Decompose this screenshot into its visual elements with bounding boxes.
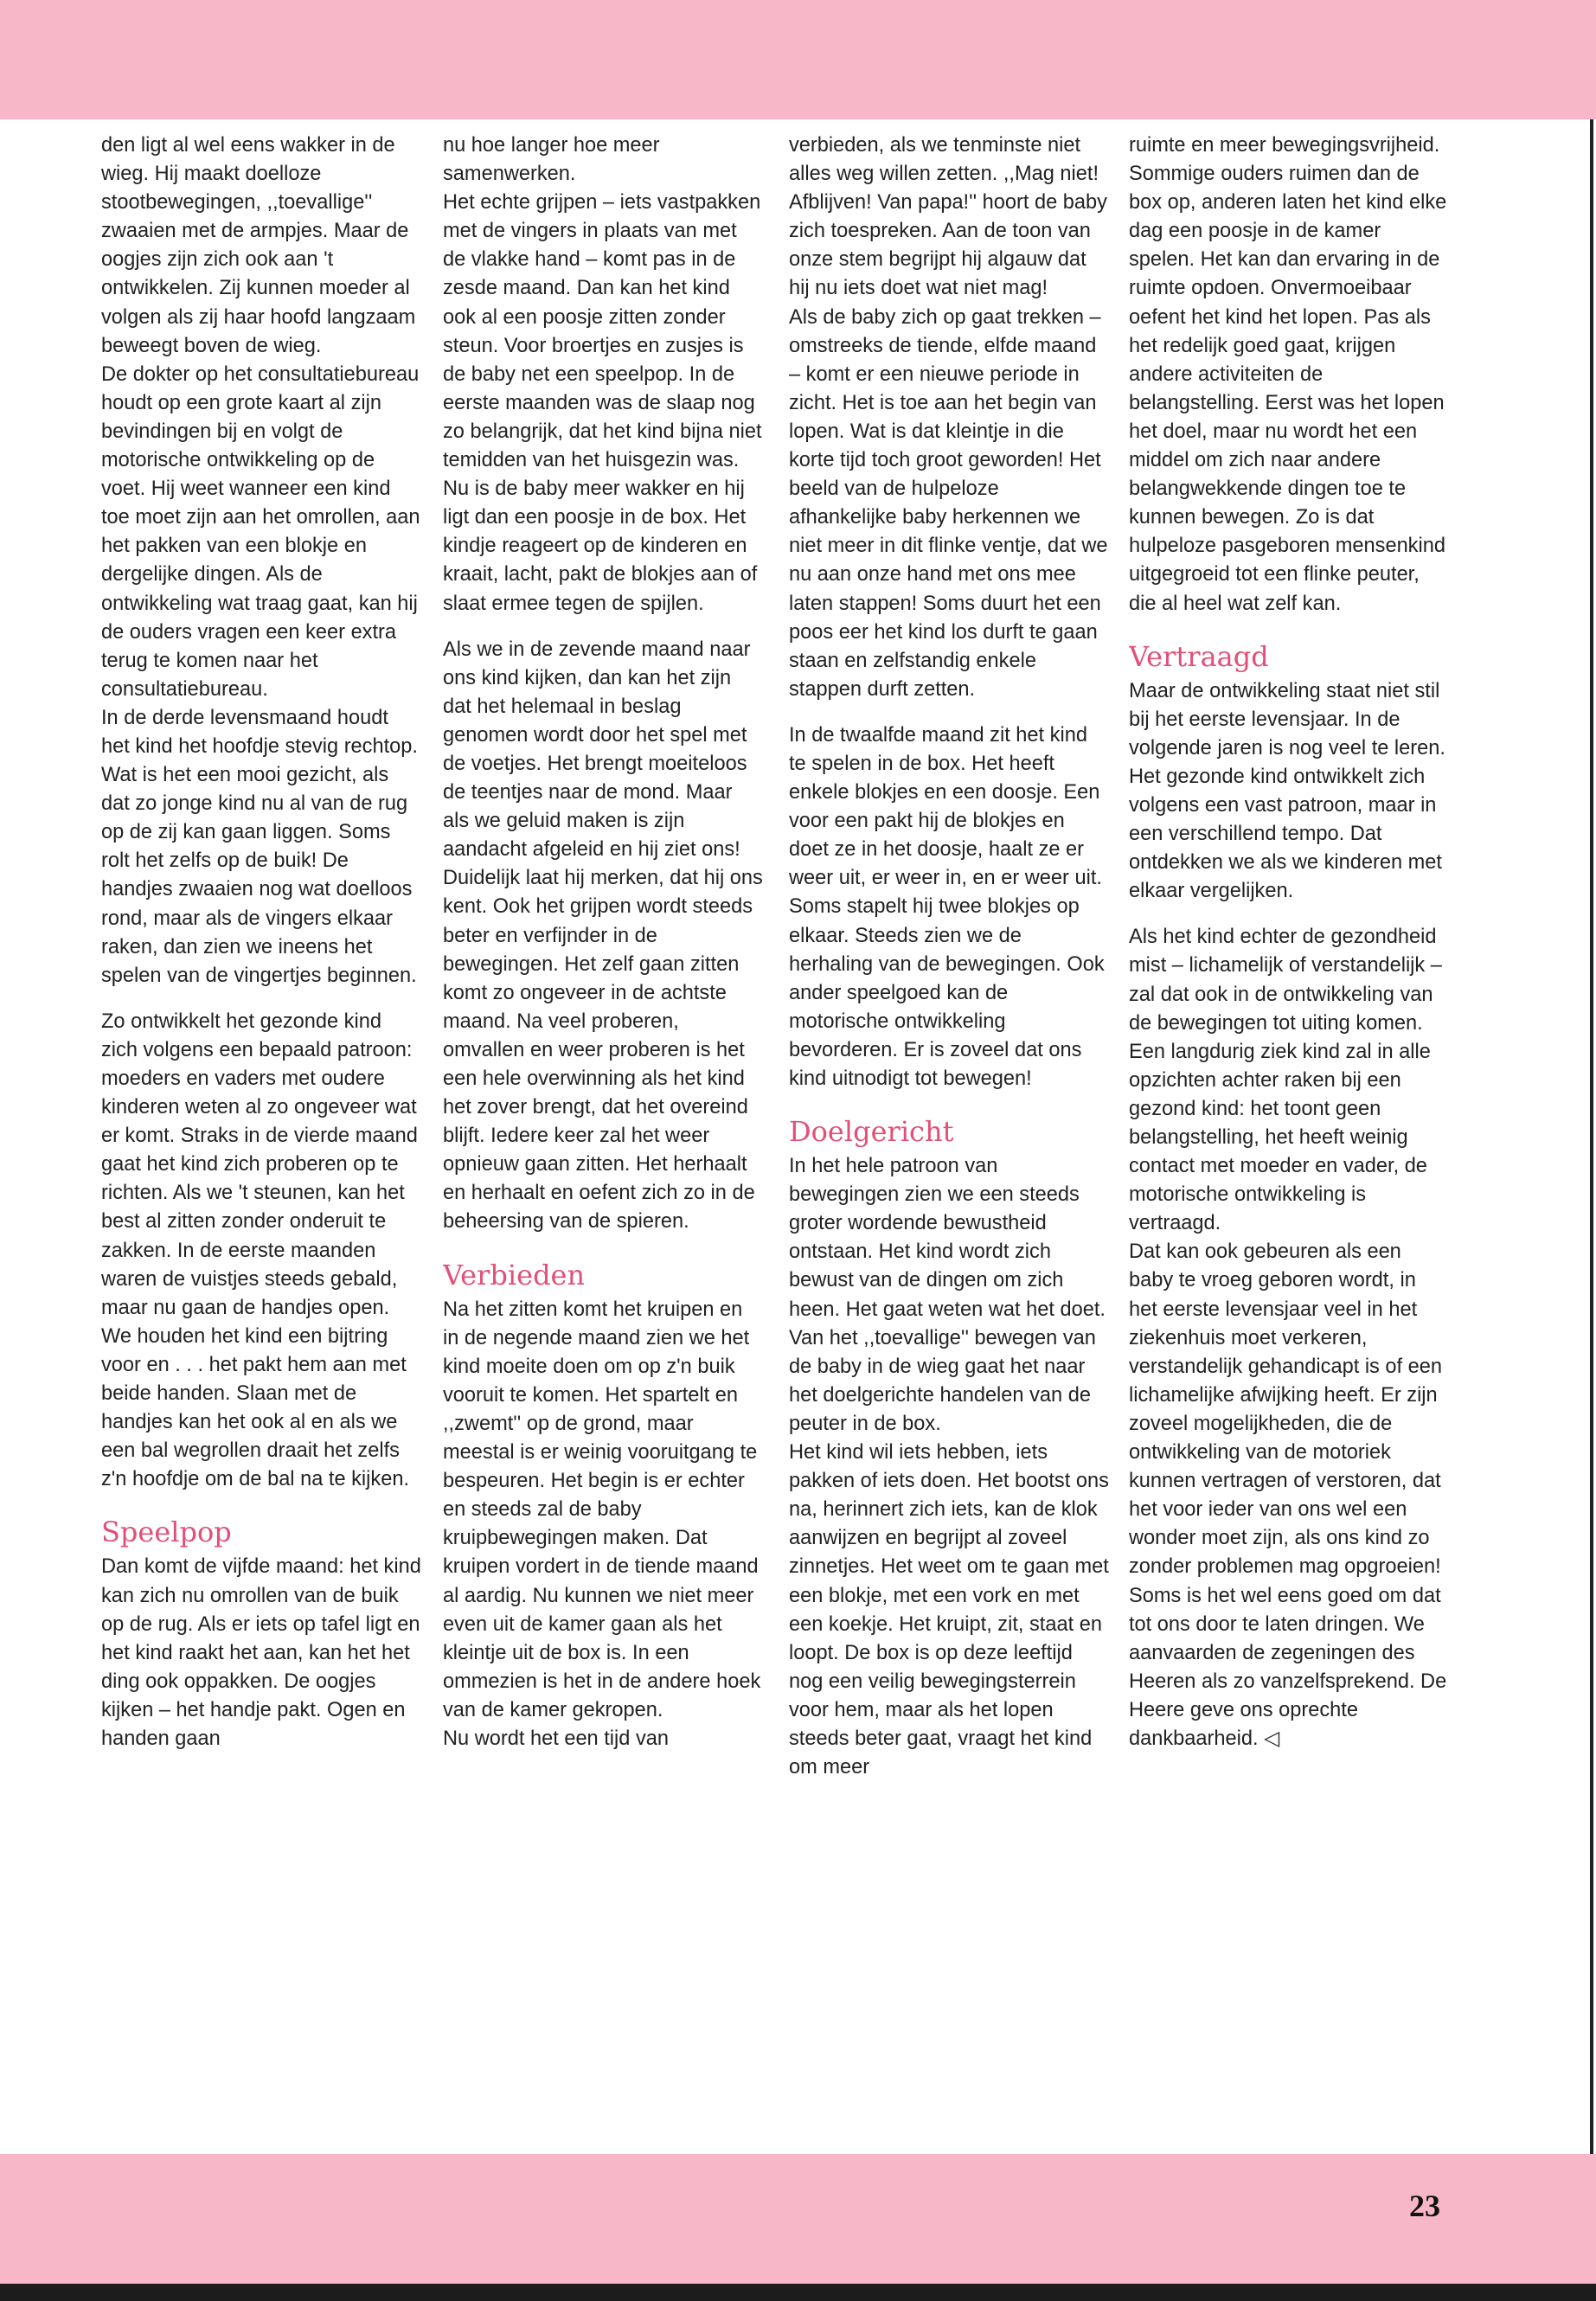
body-paragraph: Na het zitten komt het kruipen en in de negende maand zien we het kind moeite doen om op z'n buik vooruit te komen. Het spartelt en ,,zwemt'' op de grond, maar meestal is er weinig vooruitgang te bespeuren. Het begin is er echter en steeds zal de baby kruipbewegingen maken. Dat kruipen vordert in de tiende maand al aardig. Nu kunnen we niet meer even uit de kamer gaan als het kleintje uit de box is. In een ommezien is het in de andere hoek van de kamer gekropen. xyxy=(443,1298,761,1721)
article-column-3 xyxy=(789,131,1109,2144)
body-paragraph: In de twaalfde maand zit het kind te spelen in de box. Het heeft enkele blokjes en een doosje. Een voor een pakt hij de blokjes en doet ze in het doosje, haalt ze er weer uit, er weer in, en er weer uit. Soms stapelt hij twee blokjes op elkaar. Steeds zien we de herhaling van de bewegingen. Ook ander speelgoed kan de motorische ontwikkeling bevorderen. Er is zoveel dat ons kind uitnodigt tot bewegen! xyxy=(789,723,1105,1090)
body-paragraph: den ligt al wel eens wakker in de wieg. Hij maakt doelloze stootbewegingen, ,,toevallige'' zwaaien met de armpjes. Maar de oogjes zijn zich ook aan 't ontwikkelen. Zij kunnen moeder al volgen als zij haar hoofd langzaam beweegt boven de wieg. xyxy=(101,134,416,357)
body-paragraph: Als de baby zich op gaat trekken – omstreeks de tiende, elfde maand – komt er een nieuwe periode in zicht. Het is toe aan het begin van lopen. Wat is dat kleintje in die korte tijd toch groot geworden! Het beeld van de hulpeloze afhankelijke baby herkennen we niet meer in dit flinke ventje, dat we nu aan onze hand met ons mee laten stappen! Soms duurt het een poos eer het kind los durft te gaan staan en zelfstandig enkele stappen durft zetten. xyxy=(789,305,1108,701)
body-paragraph: Dan komt de vijfde maand: het kind kan zich nu omrollen van de buik op de rug. Als er iets op tafel ligt en het kind raakt het aan, kan het het ding ook oppakken. De oogjes kijken – het handje pakt. Ogen en handen gaan xyxy=(101,1555,421,1750)
article-column-4 xyxy=(1129,131,1449,2144)
body-paragraph: Nu wordt het een tijd van xyxy=(443,1727,669,1750)
paragraph-gap xyxy=(1129,906,1449,923)
body-paragraph: Dat kan ook gebeuren als een baby te vroeg geboren wordt, in het eerste levensjaar veel in het ziekenhuis moet verkeren, verstandelijk gehandicapt is of een lichamelijke afwijking heeft. Er zijn zoveel mogelijkheden, die de ontwikkeling van de motoriek kunnen vertragen of verstoren, dat het voor ieder van ons wel een wonder moet zijn, als ons kind zo zonder problemen mag opgroeien! Soms is het wel eens goed om dat tot ons door te laten dringen. We aanvaarden de zegeningen des Heeren als zo vanzelfsprekend. De Heere geve ons oprechte dankbaarheid. ◁ xyxy=(1129,1240,1447,1750)
section-heading: Speelpop xyxy=(101,1516,232,1549)
scan-edge xyxy=(0,2284,1596,2301)
paragraph-gap xyxy=(789,704,1109,721)
page-number: 23 xyxy=(1409,2189,1440,2223)
body-paragraph: Als we in de zevende maand naar ons kind kijken, dan kan het zijn dat het helemaal in beslag genomen wordt door het spel met de voetjes. Het brengt moeiteloos de teentjes naar de mond. Maar als we geluid maken is zijn aandacht afgeleid en hij ziet ons! Duidelijk laat hij merken, dat hij ons kent. Ook het grijpen wordt steeds beter en verfijnder in de bewegingen. Het zelf gaan zitten komt zo ongeveer in de achtste maand. Na veel proberen, omvallen en weer proberen is het een hele overwinning als het kind het zover brengt, dat het overeind blijft. Iedere keer zal het weer opnieuw gaan zitten. Het herhaalt en herhaalt en oefent zich zo in de beheersing van de spieren. xyxy=(443,638,763,1234)
body-paragraph: ruimte en meer bewegingsvrijheid. xyxy=(1129,134,1440,157)
body-paragraph: De dokter op het consultatiebureau houdt op een grote kaart al zijn bevindingen bij en volgt de motorische ontwikkeling op de voet. Hij weet wanneer een kind toe moet zijn aan het omrollen, aan het pakken van een blokje en dergelijke dingen. Als de ontwikkeling wat traag gaat, kan hij de ouders vragen een keer extra terug te komen naar het consultatiebureau. xyxy=(101,362,420,701)
body-paragraph: Zo ontwikkelt het gezonde kind zich volgens een bepaald patroon: moeders en vaders met oudere kinderen weten al zo ongeveer wat er komt. Straks in de vierde maand gaat het kind zich proberen op te richten. Als we 't steunen, kan het best al zitten zonder onderuit te zakken. In de eerste maanden waren de vuistjes steeds gebald, maar nu gaan de handjes open. We houden het kind een bijtring voor en . . . het pakt hem aan met beide handen. Slaan met de handjes kan het ook al en als we een bal wegrollen draait het zelfs z'n hoofdje om de bal na te kijken. xyxy=(101,1009,418,1491)
bottom-pink-band xyxy=(0,2154,1596,2284)
page-edge-rule xyxy=(1590,119,1593,2154)
section-heading: Vertraagd xyxy=(1129,639,1269,673)
body-paragraph: In het hele patroon van bewegingen zien we een steeds groter wordende bewustheid ontstaan. Het kind wordt zich bewust van de dingen om zich heen. Het gaat weten wat het doet. Van het ,,toevallige'' bewegen van de baby in de wieg gaat het naar het doelgerichte handelen van de peuter in de box. xyxy=(789,1155,1106,1435)
top-pink-band xyxy=(0,0,1596,119)
body-paragraph: In de derde levensmaand houdt het kind het hoofdje stevig rechtop. Wat is het een mooi gezicht, als dat zo jonge kind nu al van de rug op de zij kan gaan liggen. Soms rolt het zelfs op de buik! De handjes zwaaien nog wat doelloos rond, maar als de vingers elkaar raken, dan zien we ineens het spelen van de vingertjes beginnen. xyxy=(101,706,418,987)
section-heading: Doelgericht xyxy=(789,1115,954,1149)
body-paragraph: verbieden, als we tenminste niet alles weg willen zetten. ,,Mag niet! Afblijven! Van papa!'' hoort de baby zich toespreken. Aan de toon van onze stem begrijpt hij algauw dat hij nu iets doet wat niet mag! xyxy=(789,134,1107,300)
body-paragraph: Sommige ouders ruimen dan de box op, anderen laten het kind elke dag een poosje in de kamer spelen. Het kan dan ervaring in de ruimte opdoen. Onvermoeibaar oefent het kind het lopen. Pas als het redelijk goed gaat, krijgen andere activiteiten de belangstelling. Eerst was het lopen het doel, maar nu wordt het een middel om zich naar andere belangwekkende dingen toe te kunnen bewegen. Zo is dat hulpeloze pasgeboren mensenkind uitgegroeid tot een flinke peuter, die al heel wat zelf kan. xyxy=(1129,163,1447,615)
section-heading: Verbieden xyxy=(443,1258,586,1292)
article-column-1 xyxy=(101,131,421,2144)
body-paragraph: Als het kind echter de gezondheid mist – lichamelijk of verstandelijk – zal dat ook in de ontwikkeling van de bewegingen tot uiting komen. Een langdurig ziek kind zal in alle opzichten achter raken bij een gezond kind: het toont geen belangstelling, het heeft weinig contact met moeder en vader, de motorische ontwikkeling is vertraagd. xyxy=(1129,926,1442,1235)
body-paragraph: Het kind wil iets hebben, iets pakken of iets doen. Het bootst ons na, herinnert zich iets, kan de klok aanwijzen en begrijpt al zoveel zinnetjes. Het weet om te gaan met een blokje, met een vork en met een koekje. Het kruipt, zit, staat en loopt. De box is op deze leeftijd nog een veilig bewegingsterrein voor hem, maar als het lopen steeds beter gaat, vraagt het kind om meer xyxy=(789,1441,1109,1779)
body-paragraph: Het echte grijpen – iets vastpakken met de vingers in plaats van met de vlakke hand – komt pas in de zesde maand. Dan kan het kind ook al een poosje zitten zonder steun. Voor broertjes en zusjes is de baby net een speelpop. In de eerste maanden was de slaap nog zo belangrijk, dat het kind bijna niet temidden van het huisgezin was. Nu is de baby meer wakker en hij ligt dan een poosje in de box. Het kindje reageert op de kinderen en kraait, lacht, pakt de blokjes aan of slaat ermee tegen de spijlen. xyxy=(443,191,762,615)
paragraph-gap xyxy=(101,990,421,1008)
article-column-2 xyxy=(443,131,763,2144)
paragraph-gap xyxy=(443,619,763,636)
body-paragraph: Maar de ontwikkeling staat niet stil bij het eerste levensjaar. In de volgende jaren is nog veel te leren. Het gezonde kind ontwikkelt zich volgens een vast patroon, maar in een verschillend tempo. Dat ontdekken we als we kinderen met elkaar vergelijken. xyxy=(1129,679,1445,903)
body-paragraph: nu hoe langer hoe meer samenwerken. xyxy=(443,134,660,186)
